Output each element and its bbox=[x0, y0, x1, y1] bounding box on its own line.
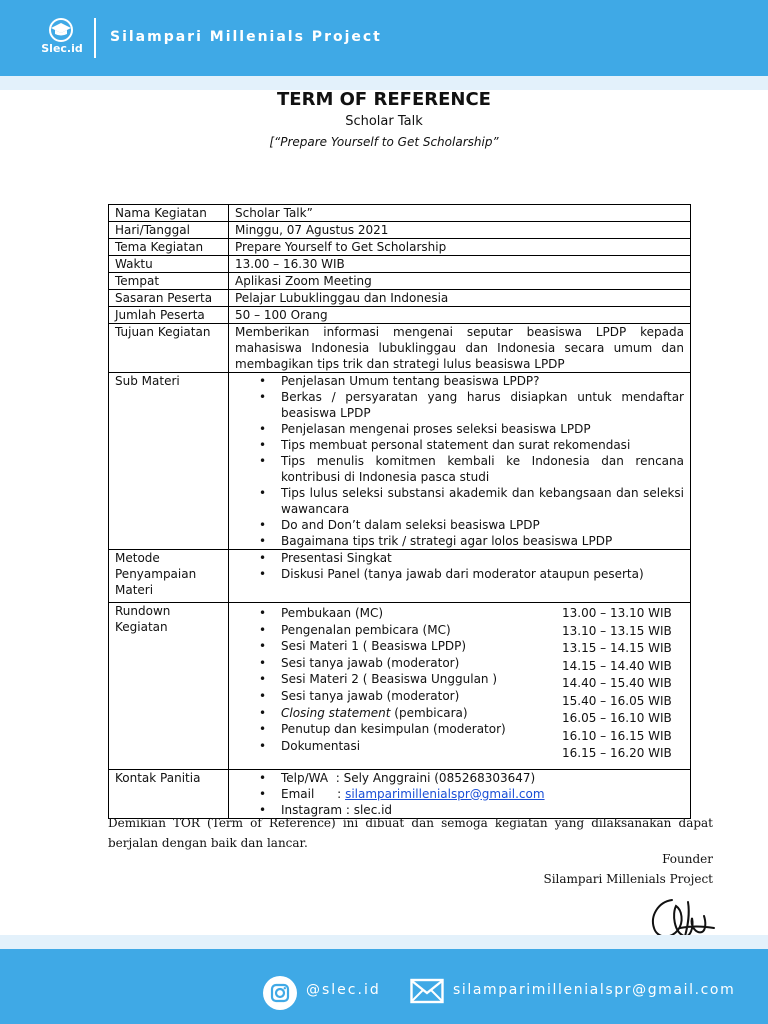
footer-email: silamparimillenialspr@gmail.com bbox=[453, 982, 736, 998]
time-slot: 16.15 – 16.20 WIB bbox=[562, 746, 672, 760]
bullet-icon: • bbox=[259, 672, 267, 687]
row-label: Metode Penyampaian Materi bbox=[109, 550, 229, 603]
row-label: Kontak Panitia bbox=[109, 769, 229, 818]
bullet-icon: • bbox=[259, 622, 267, 637]
bullet-icon: • bbox=[259, 705, 267, 720]
list-item: • Email : silamparimillenialspr@gmail.com bbox=[259, 786, 545, 801]
list-item: • Penjelasan mengenai proses seleksi beasiswa LPDP bbox=[259, 422, 591, 436]
time-slot: 16.05 – 16.10 WIB bbox=[562, 711, 672, 725]
list-item: • Instagram : slec.id bbox=[259, 802, 393, 817]
founder-org: Silampari Millenials Project bbox=[543, 872, 713, 886]
table-row bbox=[109, 205, 691, 222]
table-row-rundown bbox=[109, 603, 691, 770]
bullet-icon: • bbox=[259, 722, 267, 737]
table-row-metode bbox=[109, 550, 691, 603]
list-item: • Sesi Materi 2 ( Beasiswa Unggulan ) bbox=[259, 672, 498, 687]
bullet-icon: • bbox=[259, 639, 267, 654]
row-value: Pelajar Lubuklinggau dan Indonesia bbox=[229, 290, 691, 307]
time-slot: 13.00 – 13.10 WIB bbox=[562, 606, 672, 620]
tor-table bbox=[108, 204, 691, 819]
list-item: • Diskusi Panel (tanya jawab dari moderator ataupun peserta) bbox=[259, 567, 644, 581]
row-label: Jumlah Peserta bbox=[109, 307, 229, 324]
bullet-icon: • bbox=[259, 486, 267, 500]
footer-instagram: @slec.id bbox=[306, 982, 381, 998]
bullet-icon: • bbox=[259, 770, 267, 785]
bullet-icon: • bbox=[259, 438, 267, 452]
list-item: • Tips lulus seleksi substansi akademik dan kebangsaan dan seleksi wawancara bbox=[259, 486, 684, 516]
list-item: • Do and Don’t dalam seleksi beasiswa LPDP bbox=[259, 518, 540, 532]
row-value: Aplikasi Zoom Meeting bbox=[229, 273, 691, 290]
table-row bbox=[109, 307, 691, 324]
row-label: Waktu bbox=[109, 256, 229, 273]
document-tagline: [“Prepare Yourself to Get Scholarship” bbox=[269, 135, 499, 149]
row-value: Scholar Talk” bbox=[229, 205, 691, 222]
table-row bbox=[109, 239, 691, 256]
org-name: Silampari Millenials Project bbox=[110, 29, 382, 45]
table-row bbox=[109, 324, 691, 373]
kontak-list bbox=[229, 769, 691, 818]
table-row bbox=[109, 256, 691, 273]
email-link[interactable]: silamparimillenialspr@gmail.com bbox=[345, 786, 545, 801]
document-subtitle: Scholar Talk bbox=[345, 114, 423, 129]
slec-logo bbox=[36, 14, 86, 64]
list-item: • Berkas / persyaratan yang harus disiapkan untuk mendaftar beasiswa LPDP bbox=[259, 390, 684, 420]
rundown-times bbox=[562, 603, 684, 763]
row-value: Memberikan informasi mengenai seputar beasiswa LPDP kepada mahasiswa Indonesia lubuklinggau dan Indonesia secara umum dan membagikan tips trik dan strategi lulus beasiswa LPDP bbox=[229, 324, 691, 373]
list-item: • Closing statement (pembicara) bbox=[259, 705, 468, 720]
header-divider bbox=[94, 18, 96, 58]
graduation-cap-icon bbox=[46, 18, 76, 42]
list-item: • Tips membuat personal statement dan surat rekomendasi bbox=[259, 438, 631, 452]
row-label: Sub Materi bbox=[109, 373, 229, 550]
time-slot: 16.10 – 16.15 WIB bbox=[562, 728, 672, 743]
bullet-icon: • bbox=[259, 422, 267, 436]
time-slot: 14.40 – 15.40 WIB bbox=[562, 676, 672, 690]
table-row bbox=[109, 222, 691, 239]
list-item: • Telp/WA : Sely Anggraini (085268303647) bbox=[259, 770, 536, 785]
list-item: • Sesi tanya jawab (moderator) bbox=[259, 688, 460, 703]
time-slot: 13.10 – 13.15 WIB bbox=[562, 623, 672, 638]
row-label: Tempat bbox=[109, 273, 229, 290]
bullet-icon: • bbox=[259, 534, 267, 548]
document-title: TERM OF REFERENCE bbox=[277, 89, 491, 110]
list-item: • Pembukaan (MC) bbox=[259, 606, 384, 620]
table-row bbox=[109, 273, 691, 290]
table-row-kontak bbox=[109, 769, 691, 818]
rundown-cell bbox=[229, 603, 691, 770]
list-item: • Tips menulis komitmen kembali ke Indonesia dan rencana kontribusi di Indonesia pasca studi bbox=[259, 454, 684, 484]
time-slot: 15.40 – 16.05 WIB bbox=[562, 693, 672, 708]
row-label: Hari/Tanggal bbox=[109, 222, 229, 239]
table-row bbox=[109, 290, 691, 307]
list-item: • Sesi tanya jawab (moderator) bbox=[259, 655, 460, 670]
bullet-icon: • bbox=[259, 655, 267, 670]
list-item: • Sesi Materi 1 ( Beasiswa LPDP) bbox=[259, 639, 467, 654]
bullet-icon: • bbox=[259, 738, 267, 753]
logo-text: Slec.id bbox=[41, 42, 83, 55]
list-item: • Dokumentasi bbox=[259, 738, 361, 753]
bullet-icon: • bbox=[259, 606, 267, 620]
closing-paragraph: Demikian TOR (Term of Reference) ini dibuat dan semoga kegiatan yang dilaksanakan dapat berjalan dengan baik dan lancar. bbox=[108, 816, 713, 850]
list-item: • Penjelasan Umum tentang beasiswa LPDP? bbox=[259, 374, 540, 388]
bullet-icon: • bbox=[259, 688, 267, 703]
row-value: 50 – 100 Orang bbox=[229, 307, 691, 324]
row-label: Rundown Kegiatan bbox=[109, 603, 229, 770]
row-label: Sasaran Peserta bbox=[109, 290, 229, 307]
instagram-icon bbox=[262, 975, 298, 1011]
header-band bbox=[0, 76, 768, 90]
bullet-icon: • bbox=[259, 786, 267, 801]
bullet-icon: • bbox=[259, 374, 267, 388]
sub-materi-list bbox=[229, 373, 691, 550]
list-item: • Bagaimana tips trik / strategi agar lolos beasiswa LPDP bbox=[259, 534, 613, 548]
time-slot: 13.15 – 14.15 WIB bbox=[562, 641, 672, 655]
row-value: Minggu, 07 Agustus 2021 bbox=[229, 222, 691, 239]
bullet-icon: • bbox=[259, 567, 267, 581]
row-value: 13.00 – 16.30 WIB bbox=[229, 256, 691, 273]
metode-list bbox=[229, 550, 691, 603]
founder-label: Founder bbox=[662, 852, 713, 866]
bullet-icon: • bbox=[259, 551, 267, 565]
footer-band bbox=[0, 935, 768, 949]
time-slot: 14.15 – 14.40 WIB bbox=[562, 658, 672, 673]
bullet-icon: • bbox=[259, 390, 267, 404]
page-header bbox=[0, 0, 768, 76]
list-item: • Penutup dan kesimpulan (moderator) bbox=[259, 722, 506, 737]
bullet-icon: • bbox=[259, 454, 267, 468]
list-item: • Presentasi Singkat bbox=[259, 551, 392, 565]
mail-icon bbox=[410, 978, 444, 1004]
row-value: Prepare Yourself to Get Scholarship bbox=[229, 239, 691, 256]
bullet-icon: • bbox=[259, 518, 267, 532]
row-label: Tema Kegiatan bbox=[109, 239, 229, 256]
closing-statement-label: Closing statement bbox=[281, 705, 391, 720]
table-row-sub-materi bbox=[109, 373, 691, 550]
bullet-icon: • bbox=[259, 802, 267, 817]
row-label: Tujuan Kegiatan bbox=[109, 324, 229, 373]
list-item: • Pengenalan pembicara (MC) bbox=[259, 622, 451, 637]
row-label: Nama Kegiatan bbox=[109, 205, 229, 222]
